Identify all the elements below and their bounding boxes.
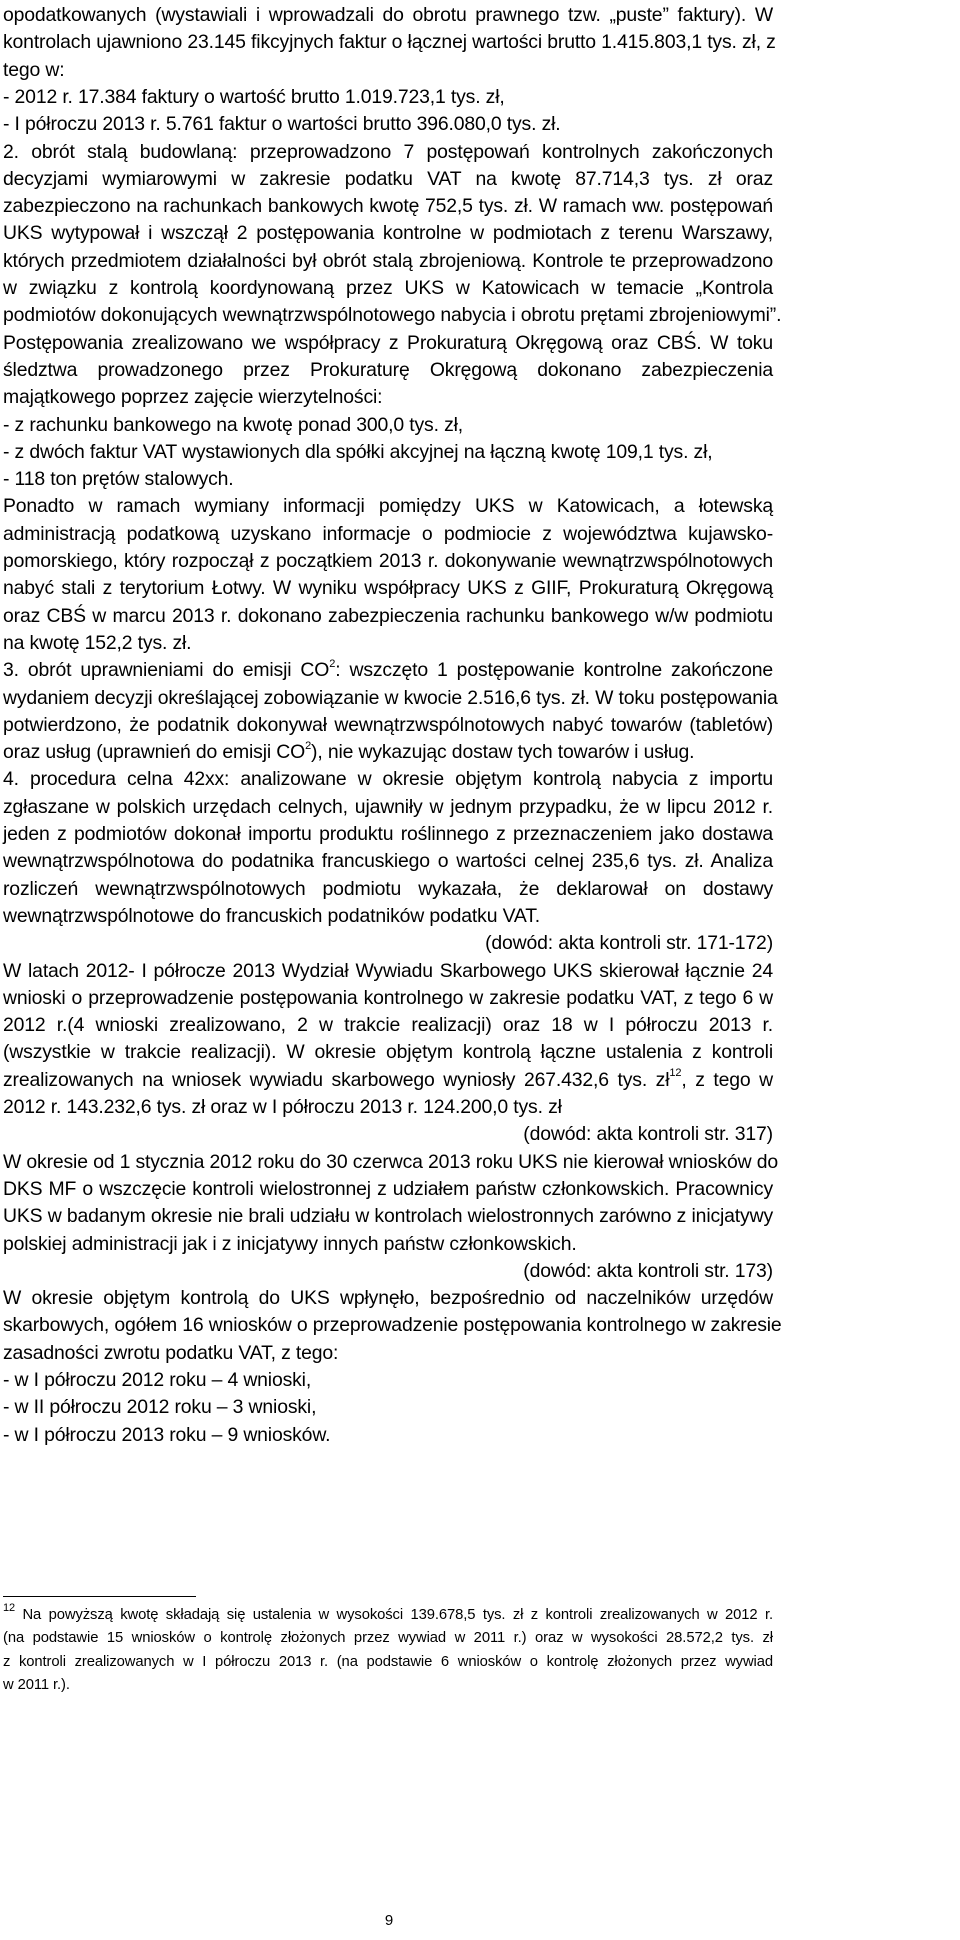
line-text: podmiotów dokonujących wewnątrzwspólnotowego nabycia i obrotu prętami zbrojeniowymi”. (3, 304, 782, 327)
line-text: (wszystkie w trakcie realizacji). W okresie objętym kontrolą łączne ustalenia z kontroli (3, 1041, 773, 1064)
line-text: w związku z kontrolą koordynowaną przez UKS w Katowicach w temacie „Kontrola (3, 277, 773, 299)
text-line (3, 1067, 773, 1093)
line-text: jeden z podmiotów dokonał importu produktu roślinnego z przeznaczeniem jako dostawa (3, 823, 773, 845)
text-line (3, 521, 773, 547)
text-line (3, 2, 773, 28)
line-text: Postępowania zrealizowano we współpracy z Prokuraturą Okręgową oraz CBŚ. W toku (3, 331, 773, 354)
footnote-line (3, 1674, 773, 1696)
line-text: wnioski o przeprowadzenie postępowania kontrolnego w zakresie podatku VAT, z tego 6 w (3, 986, 773, 1009)
line-text: - z rachunku bankowego na kwotę ponad 300,0 tys. zł, (3, 413, 464, 436)
line-text-continued: , z tego w (681, 1068, 773, 1091)
line-text: zasadności zwrotu podatku VAT, z tego: (3, 1341, 339, 1364)
text-line (3, 1367, 773, 1393)
line-text: majątkowego poprzez zajęcie wierzytelności: (3, 386, 383, 409)
line-text: W okresie objętym kontrolą do UKS wpłynęło, bezpośrednio od naczelników urzędów (3, 1287, 773, 1310)
line-text: (dowód: akta kontroli str. 317) (523, 1123, 773, 1146)
superscript: 2 (329, 657, 336, 670)
text-line (3, 466, 773, 492)
text-line (3, 794, 773, 820)
text-line (3, 384, 773, 410)
superscript: 2 (305, 739, 312, 752)
line-text: UKS w badanym okresie nie brali udziału w kontrolach wielostronnych zarówno z inicjatywy (3, 1205, 773, 1228)
line-text: rozliczeń wewnątrzwspólnotowych podmiotu wykazała, że deklarował on dostawy (3, 877, 773, 900)
line-text: (dowód: akta kontroli str. 171-172) (485, 932, 773, 955)
line-text: DKS MF o wszczęcie kontroli wielostronnej z udziałem państw członkowskich. Pracownicy (3, 1177, 773, 1200)
text-line (3, 739, 773, 765)
text-line (3, 248, 773, 274)
line-text: oraz usług (uprawnień do emisji CO (3, 741, 306, 764)
line-text: - 2012 r. 17.384 faktury o wartość brutto 1.019.723,1 tys. zł, (3, 85, 505, 108)
text-line (3, 903, 773, 929)
text-line (3, 330, 773, 356)
text-line (3, 930, 773, 956)
text-line (3, 220, 773, 246)
text-line (3, 575, 773, 601)
text-line (3, 439, 773, 465)
line-text: oraz CBŚ w marcu 2013 r. dokonano zabezpieczenia rachunku bankowego w/w podmiotu (3, 604, 773, 627)
line-text: potwierdzono, że podatnik dokonywał wewnątrzwspólnotowych nabyć towarów (tabletów) (3, 713, 773, 736)
footnote-separator (3, 1596, 196, 1597)
line-text: administracją podatkową uzyskano informacje o podmiocie z województwa kujawsko- (3, 522, 773, 545)
line-text: śledztwa prowadzonego przez Prokuraturę Okręgową dokonano zabezpieczenia (3, 358, 773, 381)
line-text: - w I półroczu 2013 roku – 9 wniosków. (3, 1423, 331, 1446)
page-number: 9 (384, 1912, 394, 1929)
line-text: pomorskiego, który rozpoczął z początkiem 2013 r. dokonywanie wewnątrzwspólnotowych (3, 550, 773, 572)
line-text: tego w: (3, 58, 65, 81)
line-text: 2012 r. 143.232,6 tys. zł oraz w I półroczu 2013 r. 124.200,0 tys. zł (3, 1096, 562, 1118)
text-line (3, 111, 773, 137)
footnote-marker: 12 (3, 1602, 16, 1615)
line-text: 4. procedura celna 42xx: analizowane w okresie objętym kontrolą nabycia z importu (3, 768, 773, 791)
footnote-text: w 2011 r.). (3, 1676, 70, 1693)
text-line (3, 139, 773, 165)
text-line (3, 1340, 773, 1366)
line-text: nabyć stali z terytorium Łotwy. W wyniku współpracy UKS z GIIF, Prokuraturą Okręgową (3, 577, 773, 600)
line-text: polskiej administracji jak i z inicjatywy innych państw członkowskich. (3, 1232, 577, 1255)
line-text: wewnątrzwspólnotowa do podatnika francuskiego o wartości celnej 235,6 tys. zł. Analiza (3, 850, 773, 873)
line-text: UKS wytypował i wszczął 2 postępowania kontrolne w podmiotach z terenu Warszawy, (3, 222, 773, 245)
line-text: kontrolach ujawniono 23.145 fikcyjnych faktur o łącznej wartości brutto 1.415.803,1 tys. zł, z (3, 31, 776, 54)
footnote-text: Na powyższą kwotę składają się ustalenia w wysokości 139.678,5 tys. zł z kontroli zrealizowanych w 2012 r. (15, 1607, 773, 1623)
text-line (3, 193, 773, 219)
line-text: opodatkowanych (wystawiali i wprowadzali do obrotu prawnego tzw. „puste” faktury). W (3, 4, 773, 26)
text-line (3, 876, 773, 902)
text-line (3, 1121, 773, 1147)
text-line (3, 166, 773, 192)
text-line (3, 275, 773, 301)
line-text: decyzjami wymiarowymi w zakresie podatku VAT na kwotę 87.714,3 tys. zł oraz (3, 167, 773, 190)
text-line (3, 1285, 773, 1311)
text-line (3, 1012, 773, 1038)
line-text: (dowód: akta kontroli str. 173) (523, 1259, 773, 1282)
line-text: wydaniem decyzji określającej zobowiązanie w kwocie 2.516,6 tys. zł. W toku postępowania (3, 686, 778, 709)
text-line (3, 712, 773, 738)
text-line (3, 848, 773, 874)
footnote-text: z kontroli zrealizowanych w I półroczu 2013 r. (na podstawie 6 wniosków o kontrolę złożonych przez wywiad (3, 1653, 773, 1670)
text-line (3, 985, 773, 1011)
text-line (3, 630, 773, 656)
line-text: wewnątrzwspólnotowe do francuskich podatników podatku VAT. (3, 904, 541, 927)
line-text: zgłaszane w polskich urzędach celnych, ujawniły w jednym przypadku, że w lipcu 2012 r. (3, 795, 773, 818)
footnote-text: (na podstawie 15 wniosków o kontrolę złożonych przez wywiad w 2011 r.) oraz w wysokości 28.572,2 tys. zł (3, 1630, 773, 1647)
line-text: 2. obrót stalą budowlaną: przeprowadzono 7 postępowań kontrolnych zakończonych (3, 140, 773, 163)
footnote-line (3, 1651, 773, 1673)
footnote-line (3, 1604, 773, 1626)
line-text: - 118 ton prętów stalowych. (3, 468, 234, 491)
line-text: - w I półroczu 2012 roku – 4 wnioski, (3, 1369, 312, 1391)
text-line (3, 1039, 773, 1065)
line-text: Ponadto w ramach wymiany informacji pomiędzy UKS w Katowicach, a łotewską (3, 495, 773, 518)
text-line (3, 302, 782, 328)
text-line (3, 1422, 773, 1448)
text-line (3, 84, 773, 110)
line-text: 2012 r.(4 wnioski zrealizowano, 2 w trakcie realizacji) oraz 18 w I półroczu 2013 r. (3, 1014, 773, 1037)
text-line (3, 1231, 773, 1257)
line-text: - I półroczu 2013 r. 5.761 faktur o wartości brutto 396.080,0 tys. zł. (3, 113, 561, 136)
text-line (3, 357, 773, 383)
text-line (3, 57, 773, 83)
text-line (3, 766, 773, 792)
text-line (3, 548, 773, 574)
text-line (3, 493, 773, 519)
line-text: W okresie od 1 stycznia 2012 roku do 30 czerwca 2013 roku UKS nie kierował wniosków do (3, 1150, 778, 1173)
text-line (3, 1176, 773, 1202)
line-text: na kwotę 152,2 tys. zł. (3, 631, 192, 654)
footnote-line (3, 1627, 773, 1649)
line-text: skarbowych, ogółem 16 wniosków o przeprowadzenie postępowania kontrolnego w zakresie (3, 1314, 782, 1337)
line-text: - w II półroczu 2012 roku – 3 wnioski, (3, 1396, 317, 1419)
line-text-continued: : wszczęto 1 postępowanie kontrolne zakończone (335, 659, 774, 682)
text-line (3, 1258, 773, 1284)
text-line (3, 958, 773, 984)
text-line (3, 412, 773, 438)
line-text-continued: ), nie wykazując dostaw tych towarów i usług. (311, 741, 695, 764)
text-line (3, 1149, 778, 1175)
line-text: W latach 2012- I półrocze 2013 Wydział Wywiadu Skarbowego UKS skierował łącznie 24 (3, 959, 773, 982)
text-line (3, 1312, 782, 1338)
text-line (3, 29, 776, 55)
line-text: 3. obrót uprawnieniami do emisji CO (3, 659, 330, 682)
line-text: zrealizowanych na wniosek wywiadu skarbowego wyniosły 267.432,6 tys. zł (3, 1068, 670, 1091)
text-line (3, 603, 773, 629)
text-line (3, 821, 773, 847)
line-text: których przedmiotem działalności był obrót stalą zbrojeniową. Kontrole te przeprowadzono (3, 249, 773, 272)
text-line (3, 1203, 773, 1229)
text-line (3, 685, 778, 711)
text-line (3, 1094, 773, 1120)
superscript: 12 (669, 1067, 682, 1080)
line-text: zabezpieczono na rachunkach bankowych kwotę 752,5 tys. zł. W ramach ww. postępowań (3, 195, 773, 218)
text-line (3, 1394, 773, 1420)
text-line (3, 657, 773, 683)
line-text: - z dwóch faktur VAT wystawionych dla spółki akcyjnej na łączną kwotę 109,1 tys. zł, (3, 440, 713, 463)
